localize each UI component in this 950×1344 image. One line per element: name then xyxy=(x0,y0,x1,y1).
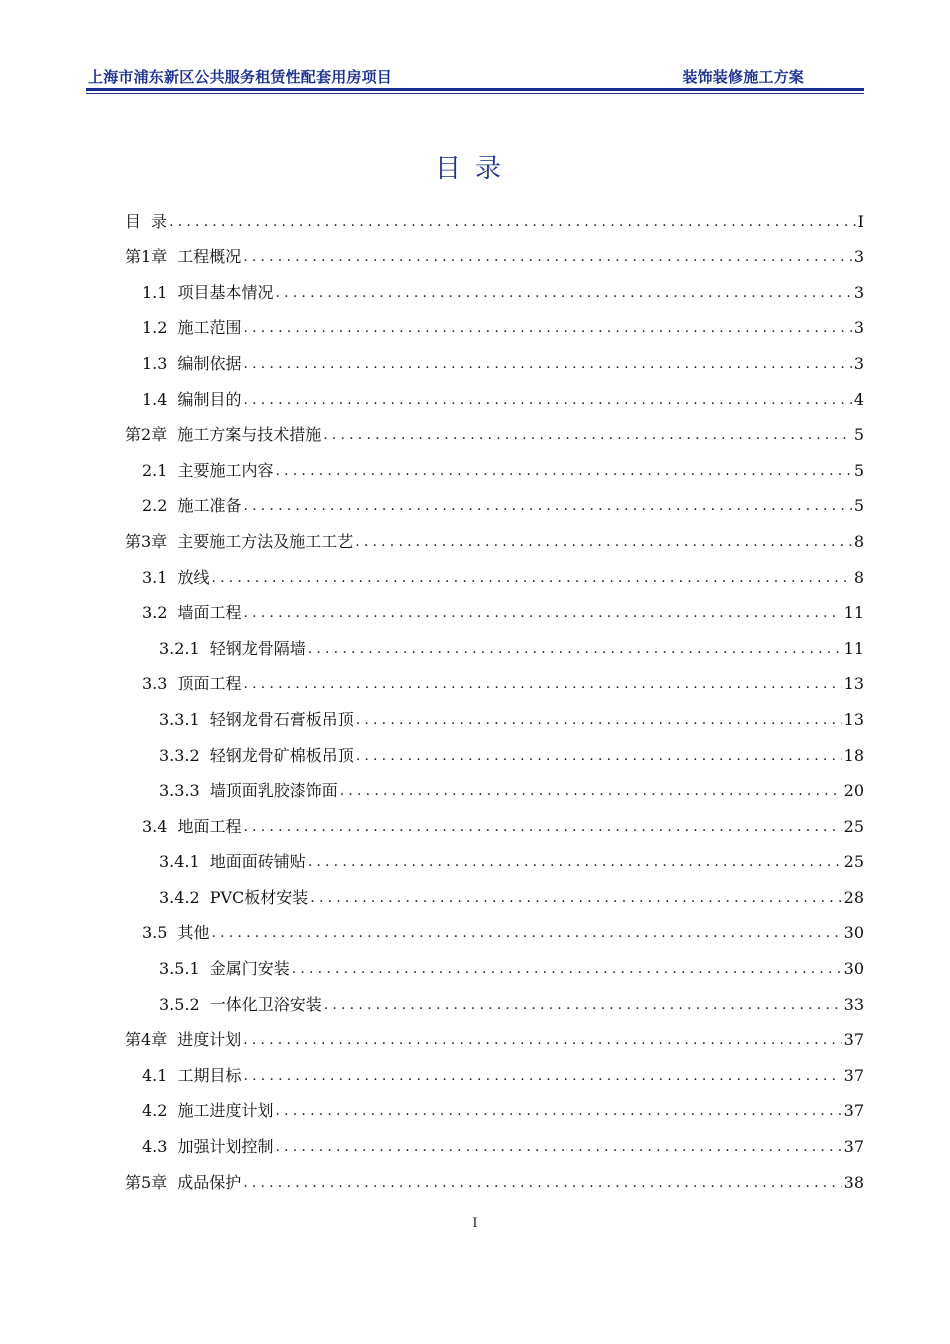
page-number: I xyxy=(472,1216,478,1231)
toc-entry[interactable] xyxy=(125,872,864,908)
toc-title: 目录 xyxy=(434,154,515,184)
toc-entry-title: 进度计划 xyxy=(177,1030,242,1050)
toc-entry[interactable] xyxy=(125,552,864,588)
toc-entry-title: 金属门安装 xyxy=(209,959,290,979)
toc-dot-leader xyxy=(275,283,851,303)
toc-entry-number: 3.5 xyxy=(142,923,168,943)
toc-entry-title: 轻钢龙骨石膏板吊顶 xyxy=(209,709,354,729)
toc-entry-title: 墙面工程 xyxy=(177,603,242,623)
toc-entry-title: 墙顶面乳胶漆饰面 xyxy=(209,781,338,801)
toc-entry-page: 5 xyxy=(853,425,864,445)
toc-entry-page: 37 xyxy=(843,1101,864,1121)
toc-entry-title: 项目基本情况 xyxy=(177,282,274,302)
toc-entry-number: 1.2 xyxy=(142,318,168,338)
toc-entry-page: 38 xyxy=(843,1172,864,1192)
toc-entry-title: 顶面工程 xyxy=(177,674,242,694)
toc-entry[interactable] xyxy=(125,445,864,481)
toc-entry-title: 轻钢龙骨隔墙 xyxy=(209,638,306,658)
toc-entry-title: 成品保护 xyxy=(177,1172,242,1192)
toc-entry-page: 3 xyxy=(853,247,864,267)
toc-dot-leader xyxy=(356,710,842,730)
toc-entry-page: 11 xyxy=(843,638,864,658)
toc-dot-leader xyxy=(275,1137,841,1157)
toc-entry-page: 37 xyxy=(843,1030,864,1050)
toc-entry[interactable] xyxy=(125,338,864,374)
toc-entry-title: 施工方案与技术措施 xyxy=(177,425,322,445)
toc-dot-leader xyxy=(323,425,852,445)
toc-entry-page: 37 xyxy=(843,1065,864,1085)
toc-entry-page: 37 xyxy=(843,1137,864,1157)
toc-entry-page: 3 xyxy=(853,318,864,338)
toc-entry-page: 5 xyxy=(853,460,864,480)
toc-entry-number: 第4章 xyxy=(125,1030,168,1050)
toc-dot-leader xyxy=(169,212,856,232)
toc-entry[interactable] xyxy=(125,730,864,766)
toc-entry-page: 18 xyxy=(843,745,864,765)
toc-entry[interactable] xyxy=(125,979,864,1015)
toc-entry-title: 加强计划控制 xyxy=(177,1137,274,1157)
toc-entry[interactable] xyxy=(125,1157,864,1193)
toc-entry-number: 3.5.2 xyxy=(159,994,200,1014)
toc-dot-leader xyxy=(243,1173,841,1193)
toc-entry-number: 2.1 xyxy=(142,460,168,480)
toc-dot-leader xyxy=(243,817,841,837)
toc-entry-number: 2.2 xyxy=(142,496,168,516)
toc-entry-number: 1.4 xyxy=(142,389,168,409)
toc-entry-number: 3.1 xyxy=(142,567,168,587)
toc-entry[interactable] xyxy=(125,374,864,410)
toc-dot-leader xyxy=(324,995,842,1015)
page-header xyxy=(86,66,864,88)
toc-entry-number: 3.2 xyxy=(142,603,168,623)
toc-dot-leader xyxy=(211,568,851,588)
toc-entry[interactable] xyxy=(125,516,864,552)
toc-entry[interactable] xyxy=(125,801,864,837)
toc-entry-title: PVC板材安装 xyxy=(209,887,309,907)
toc-entry-page: 3 xyxy=(853,353,864,373)
toc-entry-title: 主要施工方法及施工工艺 xyxy=(177,531,354,551)
toc-entry-title: 地面工程 xyxy=(177,816,242,836)
toc-entry-page: 11 xyxy=(843,603,864,623)
toc-entry-number: 第1章 xyxy=(125,247,168,267)
toc-entry-number: 3.4 xyxy=(142,816,168,836)
toc-entry-number: 1.3 xyxy=(142,353,168,373)
toc-entry[interactable] xyxy=(125,908,864,944)
toc-dot-leader xyxy=(211,923,841,943)
toc-entry-title: 工程概况 xyxy=(177,247,242,267)
toc-dot-leader xyxy=(356,746,842,766)
toc-entry-title: 轻钢龙骨矿棉板吊顶 xyxy=(209,745,354,765)
toc-entry[interactable] xyxy=(125,1086,864,1122)
toc-entry-page: 28 xyxy=(843,887,864,907)
toc-entry-page: 3 xyxy=(853,282,864,302)
toc-entry-page: 20 xyxy=(843,781,864,801)
toc-entry[interactable] xyxy=(125,1050,864,1086)
toc-entry-number: 4.2 xyxy=(142,1101,168,1121)
toc-dot-leader xyxy=(308,852,842,872)
toc-entry-number: 第2章 xyxy=(125,425,168,445)
toc-entry-title: 地面面砖铺贴 xyxy=(209,852,306,872)
toc-entry[interactable] xyxy=(125,1015,864,1051)
toc-entry-page: 13 xyxy=(843,674,864,694)
toc-entry[interactable] xyxy=(125,410,864,446)
toc-entry-page: 33 xyxy=(843,994,864,1014)
toc-entry-page: 30 xyxy=(843,923,864,943)
toc-entry[interactable] xyxy=(125,267,864,303)
toc-entry-page: 8 xyxy=(853,531,864,551)
toc-dot-leader xyxy=(243,603,841,623)
toc-entry[interactable] xyxy=(125,766,864,802)
toc-dot-leader xyxy=(355,532,852,552)
toc-entry-number: 3.3.3 xyxy=(159,781,200,801)
toc-dot-leader xyxy=(243,390,851,410)
toc-entry[interactable] xyxy=(125,623,864,659)
table-of-contents xyxy=(125,196,864,1193)
toc-entry-title: 施工准备 xyxy=(177,496,242,516)
toc-entry-title: 施工进度计划 xyxy=(177,1101,274,1121)
toc-entry-title: 主要施工内容 xyxy=(177,460,274,480)
toc-dot-leader xyxy=(243,1030,841,1050)
toc-dot-leader xyxy=(308,639,842,659)
toc-entry-page: 30 xyxy=(843,959,864,979)
toc-entry[interactable] xyxy=(125,694,864,730)
toc-entry-number: 3.4.1 xyxy=(159,852,200,872)
toc-entry[interactable] xyxy=(125,303,864,339)
toc-entry[interactable] xyxy=(125,1121,864,1157)
toc-entry-page: 25 xyxy=(843,816,864,836)
toc-entry-number: 3.4.2 xyxy=(159,887,200,907)
toc-entry[interactable] xyxy=(125,232,864,268)
toc-dot-leader xyxy=(243,1066,841,1086)
toc-entry-title: 一体化卫浴安装 xyxy=(209,994,322,1014)
toc-entry[interactable] xyxy=(125,196,864,232)
toc-entry-number: 目 xyxy=(125,211,142,231)
toc-dot-leader xyxy=(243,318,851,338)
toc-entry-number: 3.5.1 xyxy=(159,959,200,979)
toc-entry-page: 13 xyxy=(843,709,864,729)
toc-entry-title: 编制依据 xyxy=(177,353,242,373)
toc-entry-title: 录 xyxy=(151,211,168,231)
toc-dot-leader xyxy=(310,888,841,908)
toc-entry-title: 工期目标 xyxy=(177,1065,242,1085)
toc-entry-number: 4.3 xyxy=(142,1137,168,1157)
toc-dot-leader xyxy=(243,674,841,694)
toc-entry-title: 其他 xyxy=(177,923,210,943)
toc-entry-number: 1.1 xyxy=(142,282,168,302)
toc-entry-number: 3.3.1 xyxy=(159,709,200,729)
toc-dot-leader xyxy=(340,781,842,801)
toc-entry[interactable] xyxy=(125,659,864,695)
toc-entry-number: 第3章 xyxy=(125,531,168,551)
toc-entry[interactable] xyxy=(125,481,864,517)
header-project-name: 上海市浦东新区公共服务租赁性配套用房项目 xyxy=(88,68,393,86)
header-document-title: 装饰装修施工方案 xyxy=(682,68,804,86)
toc-entry-number: 4.1 xyxy=(142,1065,168,1085)
toc-dot-leader xyxy=(292,959,842,979)
toc-entry-page: 8 xyxy=(853,567,864,587)
toc-entry[interactable] xyxy=(125,588,864,624)
toc-entry-title: 编制目的 xyxy=(177,389,242,409)
toc-dot-leader xyxy=(275,461,851,481)
toc-entry-page: 4 xyxy=(853,389,864,409)
toc-entry-page: 25 xyxy=(843,852,864,872)
toc-entry-number: 3.3.2 xyxy=(159,745,200,765)
toc-entry-number: 第5章 xyxy=(125,1172,168,1192)
header-rule-thick xyxy=(86,88,864,91)
toc-dot-leader xyxy=(243,354,851,374)
toc-entry-page: I xyxy=(857,211,864,231)
toc-dot-leader xyxy=(243,496,851,516)
toc-dot-leader xyxy=(275,1101,841,1121)
toc-entry[interactable] xyxy=(125,837,864,873)
header-rule-thin xyxy=(86,93,864,94)
toc-entry[interactable] xyxy=(125,943,864,979)
toc-entry-number: 3.3 xyxy=(142,674,168,694)
toc-entry-title: 施工范围 xyxy=(177,318,242,338)
toc-entry-title: 放线 xyxy=(177,567,210,587)
toc-dot-leader xyxy=(243,247,852,267)
toc-entry-number: 3.2.1 xyxy=(159,638,200,658)
toc-entry-page: 5 xyxy=(853,496,864,516)
